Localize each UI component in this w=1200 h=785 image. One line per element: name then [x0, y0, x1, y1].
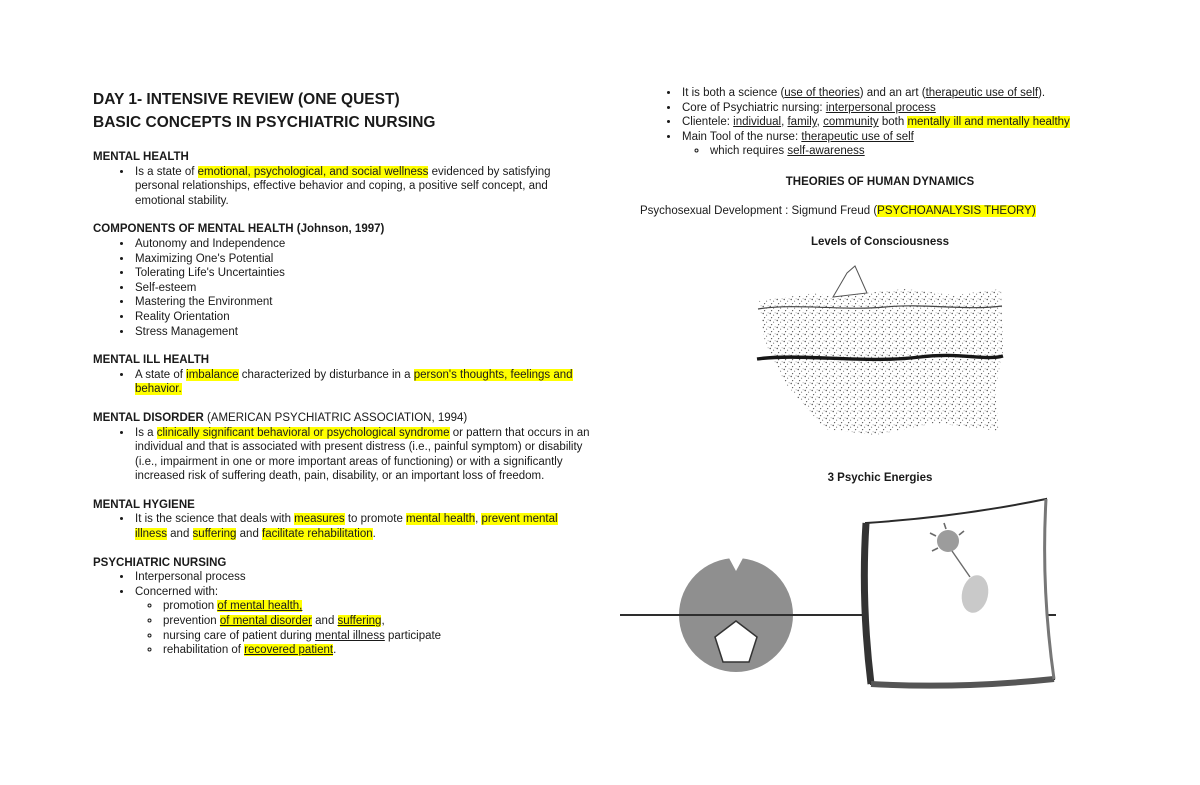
balloon-circle — [937, 530, 959, 552]
list-item — [708, 144, 1120, 159]
bullet-text: nursing care of patient during mental illness participate — [163, 629, 442, 642]
bullet-list — [133, 165, 590, 209]
list-item — [161, 643, 590, 658]
bullet-list — [133, 237, 590, 339]
psychosexual-text: Psychosexual Development : Sigmund Freud (PSYCHOANALYSIS THEORY) — [640, 204, 1036, 217]
levels-of-consciousness-heading: Levels of Consciousness — [810, 236, 950, 249]
page-title — [93, 88, 590, 134]
bullet-text: Clientele: individual, family, community both mentally ill and mentally healthy — [682, 116, 1070, 129]
bullet-text: Reality Orientation — [135, 310, 230, 323]
list-item — [133, 570, 590, 585]
list-item — [133, 165, 590, 209]
bullet-text: promotion of mental health, — [163, 600, 303, 613]
bullet-text: Is a state of emotional, psychological, and social wellness evidenced by satisfying personal relationships, effective behavior and coping, a positive self concept, and emotional stability. — [135, 165, 551, 207]
section-heading-mental-health: MENTAL HEALTH — [93, 151, 189, 163]
bullet-text: Main Tool of the nurse: therapeutic use of self — [682, 130, 914, 143]
list-item — [161, 599, 590, 614]
psychic-energies-heading: 3 Psychic Energies — [827, 471, 933, 484]
list-item — [161, 629, 590, 644]
sub-bullet-list — [161, 599, 590, 657]
list-item — [133, 237, 590, 252]
bullet-list — [133, 512, 590, 541]
section-heading-components: COMPONENTS OF MENTAL HEALTH (Johnson, 1997) — [93, 223, 385, 236]
list-item — [133, 585, 590, 658]
bullet-text: Tolerating Life's Uncertainties — [135, 267, 285, 280]
bullet-text: A state of imbalance characterized by disturbance in a person's thoughts, feelings and behavior. — [135, 368, 573, 396]
bullet-list — [680, 86, 1120, 159]
bullet-text: which requires self-awareness — [710, 145, 865, 158]
right-column — [640, 86, 1120, 708]
list-item — [680, 115, 1120, 130]
levels-of-consciousness-diagram — [755, 263, 1005, 453]
section-mental-ill-health — [93, 353, 590, 397]
iceberg-body — [759, 266, 1003, 435]
bullet-text: Maximizing One's Potential — [135, 252, 274, 265]
theories-heading: THEORIES OF HUMAN DYNAMICS — [785, 175, 975, 188]
list-item — [133, 252, 590, 267]
list-item — [133, 266, 590, 281]
psychic-energies-diagram — [618, 493, 1058, 708]
left-column — [93, 88, 590, 658]
section-heading-mental-ill-health: MENTAL ILL HEALTH — [93, 354, 210, 367]
bullet-text: It is the science that deals with measures to promote mental health, prevent mental illness and suffering and facilitate rehabilitation. — [135, 513, 558, 541]
list-item — [133, 281, 590, 296]
list-item — [133, 325, 590, 340]
title-line-1: DAY 1- INTENSIVE REVIEW (ONE QUEST) — [93, 91, 400, 108]
bullet-text: Autonomy and Independence — [135, 237, 286, 250]
bullet-text: Self-esteem — [135, 281, 197, 294]
psychic-energies-figure — [618, 493, 1058, 708]
bullet-list — [133, 426, 590, 484]
bullet-text: Core of Psychiatric nursing: interpersonal process — [682, 101, 936, 114]
list-item — [680, 86, 1120, 101]
bullet-text: Interpersonal process — [135, 571, 246, 584]
list-item — [680, 101, 1120, 116]
section-heading-mental-disorder: MENTAL DISORDER (AMERICAN PSYCHIATRIC ASSOCIATION, 1994) — [93, 411, 468, 424]
pillow-shape — [864, 499, 1054, 685]
bullet-text: Is a clinically significant behavioral or psychological syndrome or pattern that occurs in an individual and that is associated with present distress (i.e., painful symptom) or disability (i.e., impairment in one or more important areas of functioning) or with a significantly increased risk of suffering death, pain, disability, or an important loss of freedom. — [135, 426, 590, 483]
bullet-text: It is both a science (use of theories) and an art (therapeutic use of self). — [682, 87, 1046, 99]
section-components — [93, 222, 590, 339]
section-psychiatric-nursing — [93, 556, 590, 658]
list-item — [133, 426, 590, 484]
bullet-text: prevention of mental disorder and suffering, — [163, 615, 385, 628]
section-mental-hygiene — [93, 498, 590, 542]
bullet-list — [133, 368, 590, 397]
psychosexual-line — [640, 204, 1120, 219]
bullet-text: Mastering the Environment — [135, 296, 273, 309]
list-item — [133, 295, 590, 310]
list-item — [680, 130, 1120, 159]
list-item — [133, 310, 590, 325]
bullet-text: rehabilitation of recovered patient. — [163, 644, 337, 657]
bullet-list — [133, 570, 590, 658]
section-mental-disorder — [93, 411, 590, 484]
iceberg-peak — [833, 266, 867, 297]
list-item — [133, 512, 590, 541]
iceberg-figure — [755, 263, 1005, 453]
list-item — [133, 368, 590, 397]
section-mental-health — [93, 150, 590, 208]
list-item — [161, 614, 590, 629]
sub-bullet-list — [708, 144, 1120, 159]
title-line-2: BASIC CONCEPTS IN PSYCHIATRIC NURSING — [93, 114, 436, 131]
section-heading-mental-hygiene: MENTAL HYGIENE — [93, 498, 195, 511]
section-heading-psychiatric-nursing: PSYCHIATRIC NURSING — [93, 556, 227, 569]
bullet-text: Stress Management — [135, 325, 238, 338]
bullet-text: Concerned with: — [135, 585, 219, 598]
